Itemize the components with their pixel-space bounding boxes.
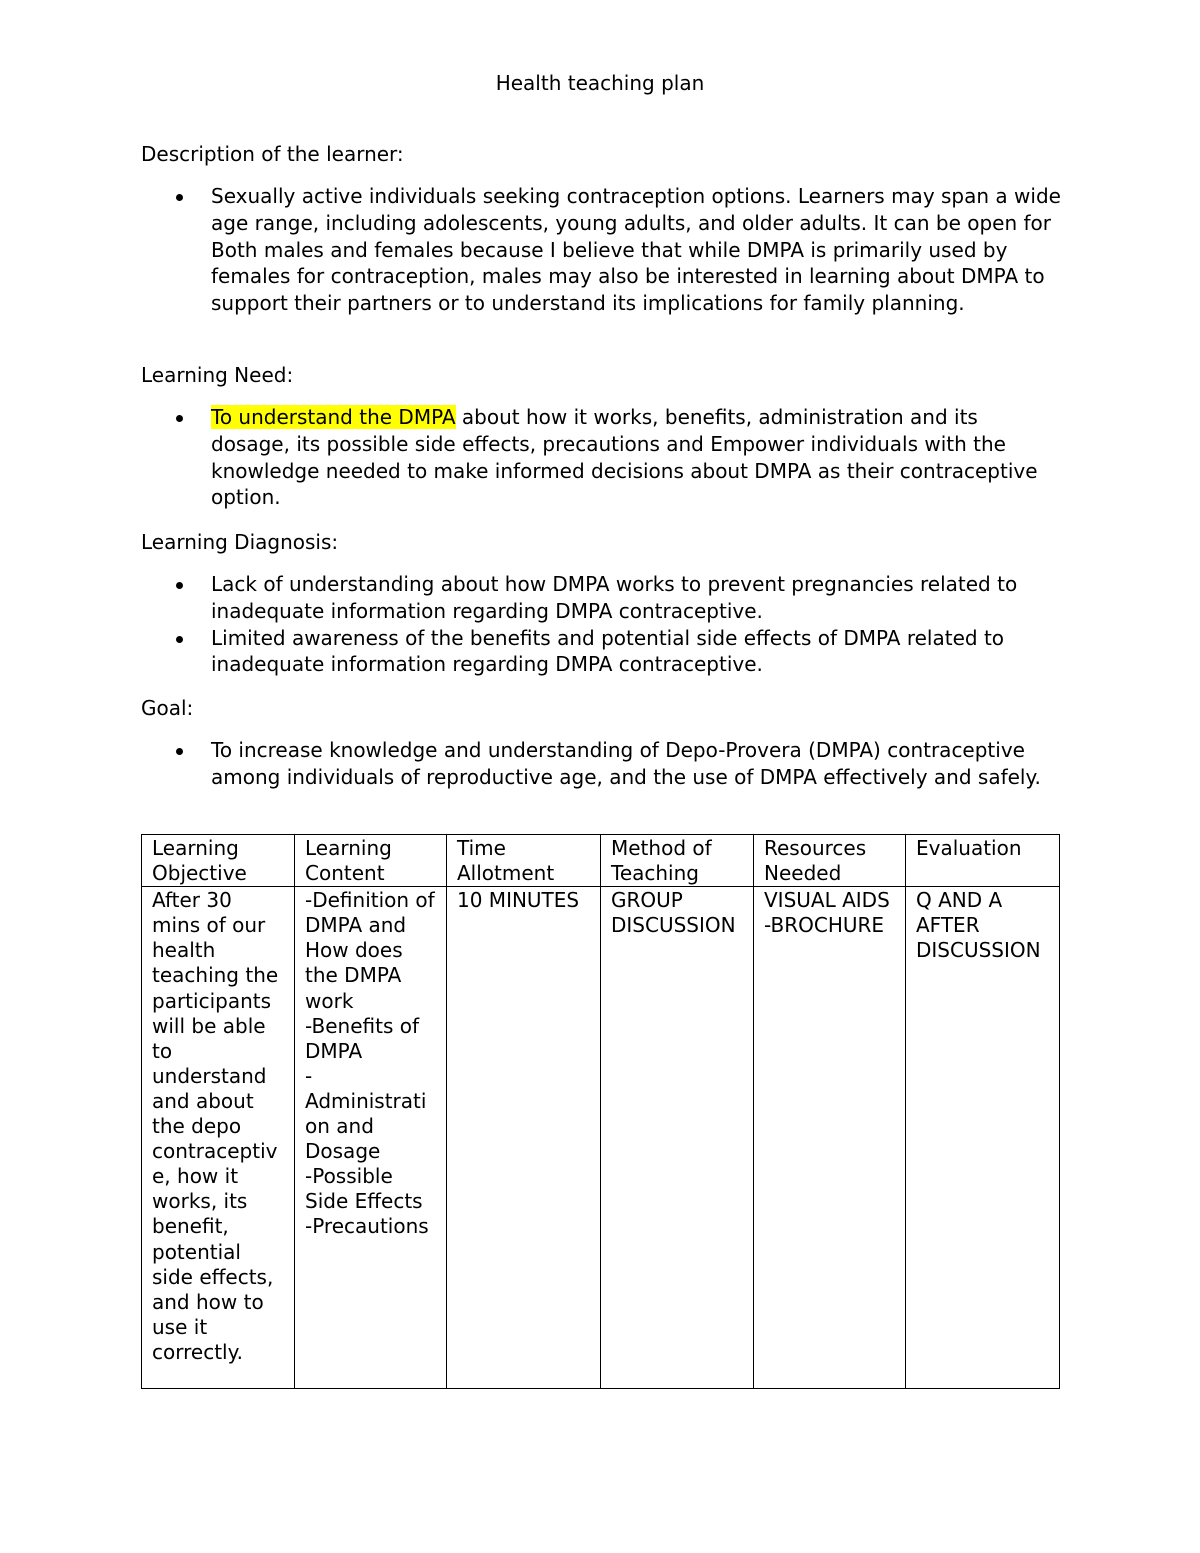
bullet-icon <box>176 748 183 755</box>
bullet-icon <box>176 636 183 643</box>
header-cell-content: Learning Content <box>295 835 447 887</box>
diagnosis-item-2: Limited awareness of the benefits and potential side effects of DMPA related to inadequate information regarding DMPA contraceptive. <box>211 625 1005 677</box>
header-cell-resources: Resources Needed <box>754 835 906 887</box>
list-item <box>141 625 1061 679</box>
need-text: about how it works, benefits, administration and its dosage, its possible side effects, precautions and Empower individuals with the knowledge needed to make informed decisions about DMPA as their contraceptive option. <box>211 405 1038 510</box>
cell-evaluation: Q AND A AFTER DISCUSSION <box>906 887 1060 1389</box>
cell-resources: VISUAL AIDS -BROCHURE <box>754 887 906 1389</box>
bullet-icon <box>176 582 183 589</box>
header-cell-objective: Learning Objective <box>142 835 295 887</box>
learner-list <box>141 183 1061 317</box>
goal-heading: Goal: <box>141 696 194 720</box>
goal-item: To increase knowledge and understanding of Depo-Provera (DMPA) contraceptive among individuals of reproductive age, and the use of DMPA effectively and safely. <box>211 738 1041 789</box>
need-list <box>141 404 1061 511</box>
goal-list <box>141 737 1061 791</box>
need-heading: Learning Need: <box>141 363 294 387</box>
cell-objective: After 30 mins of our health teaching the participants will be able to understand and about the depo contraceptive, how it works, its benefit, potential side effects, and how to use it correctly. <box>142 887 295 1389</box>
list-item <box>141 571 1061 625</box>
header-cell-method: Method of Teaching <box>601 835 754 887</box>
diagnosis-item-1: Lack of understanding about how DMPA works to prevent pregnancies related to inadequate information regarding DMPA contraceptive. <box>211 572 1018 623</box>
teaching-plan-table <box>141 834 1060 1389</box>
highlighted-text: To understand the DMPA <box>211 405 456 429</box>
bullet-icon <box>176 194 183 201</box>
diagnosis-list <box>141 571 1061 678</box>
list-item <box>141 737 1061 791</box>
learner-description: Sexually active individuals seeking contraception options. Learners may span a wide age range, including adolescents, young adults, and older adults. It can be open for Both males and females because I believe that while DMPA is primarily used by females for contraception, males may also be interested in learning about DMPA to support their partners or to understand its implications for family planning. <box>211 184 1061 316</box>
learner-heading: Description of the learner: <box>141 142 404 166</box>
table-row <box>142 887 1060 1389</box>
table-header-row <box>142 835 1060 887</box>
cell-content: -Definition of DMPA and How does the DMPA work -Benefits of DMPA -Administration and Dosage -Possible Side Effects -Precautions <box>295 887 447 1389</box>
bullet-icon <box>176 415 183 422</box>
list-item <box>141 183 1061 317</box>
header-cell-time: Time Allotment <box>447 835 601 887</box>
header-cell-evaluation: Evaluation <box>906 835 1060 887</box>
cell-method: GROUP DISCUSSION <box>601 887 754 1389</box>
page-title: Health teaching plan <box>495 71 705 95</box>
diagnosis-heading: Learning Diagnosis: <box>141 530 339 554</box>
cell-time: 10 MINUTES <box>447 887 601 1389</box>
list-item <box>141 404 1061 511</box>
